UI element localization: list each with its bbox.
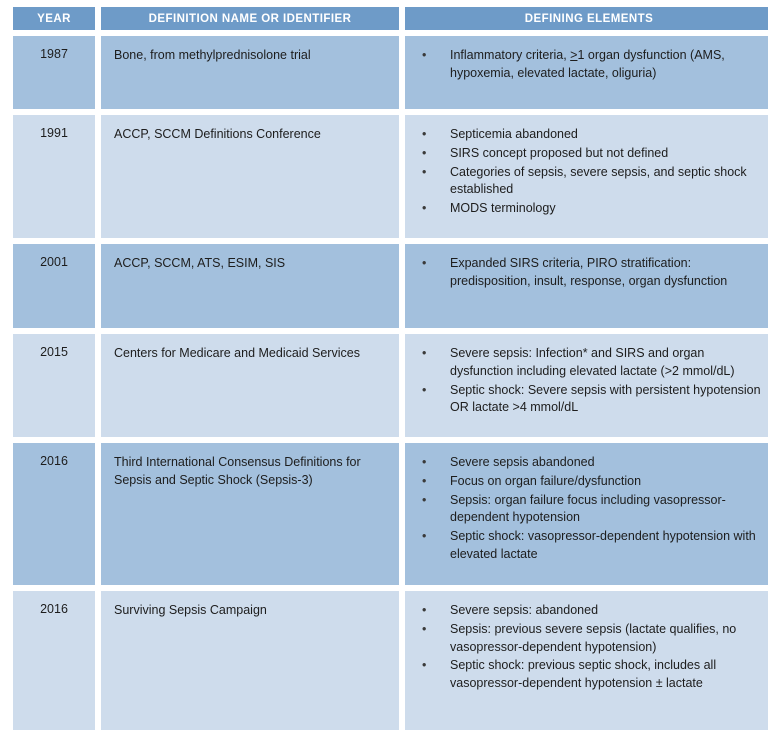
cell-defining-elements bbox=[405, 591, 768, 730]
cell-definition-name: ACCP, SCCM Definitions Conference bbox=[101, 115, 399, 238]
bullet-icon: • bbox=[422, 164, 427, 179]
cell-year: 2015 bbox=[13, 334, 95, 437]
list-item bbox=[417, 528, 763, 564]
bullet-icon: • bbox=[422, 48, 427, 62]
list-item-label: MODS terminology bbox=[450, 201, 556, 215]
list-item bbox=[417, 200, 763, 218]
sepsis-definitions-table bbox=[7, 1, 768, 736]
list-item bbox=[417, 345, 763, 381]
bullet-icon: • bbox=[422, 621, 427, 636]
cell-defining-elements bbox=[405, 443, 768, 585]
cell-definition-name: ACCP, SCCM, ATS, ESIM, SIS bbox=[101, 244, 399, 328]
list-item bbox=[417, 47, 763, 83]
list-item-label: Severe sepsis: abandoned bbox=[450, 603, 599, 617]
cell-defining-elements bbox=[405, 244, 768, 328]
cell-year: 1987 bbox=[13, 36, 95, 109]
list-item-label: Expanded SIRS criteria, PIRO stratification: predisposition, insult, response, organ dysfunction bbox=[450, 256, 728, 288]
bullet-icon: • bbox=[422, 473, 427, 488]
cell-year: 2016 bbox=[13, 443, 95, 585]
list-item-label: Sepsis: organ failure focus including vasopressor-dependent hypotension bbox=[450, 492, 726, 525]
bullet-icon: • bbox=[422, 346, 427, 360]
defining-elements-list bbox=[417, 47, 763, 83]
defining-elements-list bbox=[417, 126, 763, 218]
cell-year: 2016 bbox=[13, 591, 95, 730]
list-item bbox=[417, 382, 763, 418]
list-item-label: Septic shock: Severe sepsis with persistent hypotension OR lactate >4 mmol/dL bbox=[450, 382, 761, 415]
cell-defining-elements bbox=[405, 115, 768, 238]
list-item bbox=[417, 164, 763, 200]
defining-elements-list bbox=[417, 345, 763, 417]
table-row bbox=[13, 244, 768, 328]
bullet-icon: • bbox=[422, 658, 427, 673]
table-header bbox=[13, 7, 768, 30]
table-row bbox=[13, 443, 768, 585]
table-header-row bbox=[13, 7, 768, 30]
list-item-label: Septic shock: previous septic shock, includes all vasopressor-dependent hypotension ± lactate bbox=[450, 658, 717, 690]
bullet-icon: • bbox=[422, 455, 427, 469]
list-item-label: SIRS concept proposed but not defined bbox=[450, 145, 669, 160]
bullet-icon: • bbox=[422, 201, 427, 215]
bullet-icon: • bbox=[422, 382, 427, 397]
cell-definition-name: Centers for Medicare and Medicaid Services bbox=[101, 334, 399, 437]
bullet-icon: • bbox=[422, 145, 427, 160]
sepsis-definitions-table-wrapper bbox=[13, 7, 761, 736]
cell-definition-name: Third International Consensus Definitions for Sepsis and Septic Shock (Sepsis-3) bbox=[101, 443, 399, 585]
defining-elements-list bbox=[417, 602, 763, 693]
bullet-icon: • bbox=[422, 127, 427, 141]
list-item bbox=[417, 454, 763, 472]
cell-definition-name: Bone, from methylprednisolone trial bbox=[101, 36, 399, 109]
list-item-label: Inflammatory criteria, >1 organ dysfunction (AMS, hypoxemia, elevated lactate, oliguria) bbox=[450, 48, 725, 80]
cell-defining-elements bbox=[405, 334, 768, 437]
list-item bbox=[417, 602, 763, 620]
list-item-label: Septicemia abandoned bbox=[450, 127, 578, 141]
cell-year: 2001 bbox=[13, 244, 95, 328]
list-item bbox=[417, 255, 763, 291]
list-item bbox=[417, 126, 763, 144]
defining-elements-list bbox=[417, 454, 763, 564]
list-item-label: Severe sepsis: Infection* and SIRS and organ dysfunction including elevated lactate (>2 mmol/dL) bbox=[450, 346, 735, 378]
table-body bbox=[13, 36, 768, 730]
column-header-defining-elements: DEFINING ELEMENTS bbox=[405, 7, 768, 30]
list-item bbox=[417, 657, 763, 693]
list-item-label: Septic shock: vasopressor-dependent hypotension with elevated lactate bbox=[450, 529, 756, 561]
cell-definition-name: Surviving Sepsis Campaign bbox=[101, 591, 399, 730]
defining-elements-list bbox=[417, 255, 763, 291]
list-item bbox=[417, 473, 763, 491]
table-row bbox=[13, 591, 768, 730]
list-item-label: Sepsis: previous severe sepsis (lactate qualifies, no vasopressor-dependent hypotension) bbox=[450, 621, 737, 654]
table-row bbox=[13, 115, 768, 238]
bullet-icon: • bbox=[422, 256, 427, 270]
list-item bbox=[417, 492, 763, 528]
bullet-icon: • bbox=[422, 603, 427, 617]
cell-year: 1991 bbox=[13, 115, 95, 238]
list-item-label: Focus on organ failure/dysfunction bbox=[450, 473, 642, 488]
list-item bbox=[417, 145, 763, 163]
bullet-icon: • bbox=[422, 529, 427, 543]
table-row bbox=[13, 334, 768, 437]
table-row bbox=[13, 36, 768, 109]
list-item-label: Categories of sepsis, severe sepsis, and septic shock established bbox=[450, 164, 747, 197]
list-item-label: Severe sepsis abandoned bbox=[450, 455, 595, 469]
column-header-year: YEAR bbox=[13, 7, 95, 30]
cell-defining-elements bbox=[405, 36, 768, 109]
column-header-definition-name: DEFINITION NAME OR IDENTIFIER bbox=[101, 7, 399, 30]
bullet-icon: • bbox=[422, 492, 427, 507]
